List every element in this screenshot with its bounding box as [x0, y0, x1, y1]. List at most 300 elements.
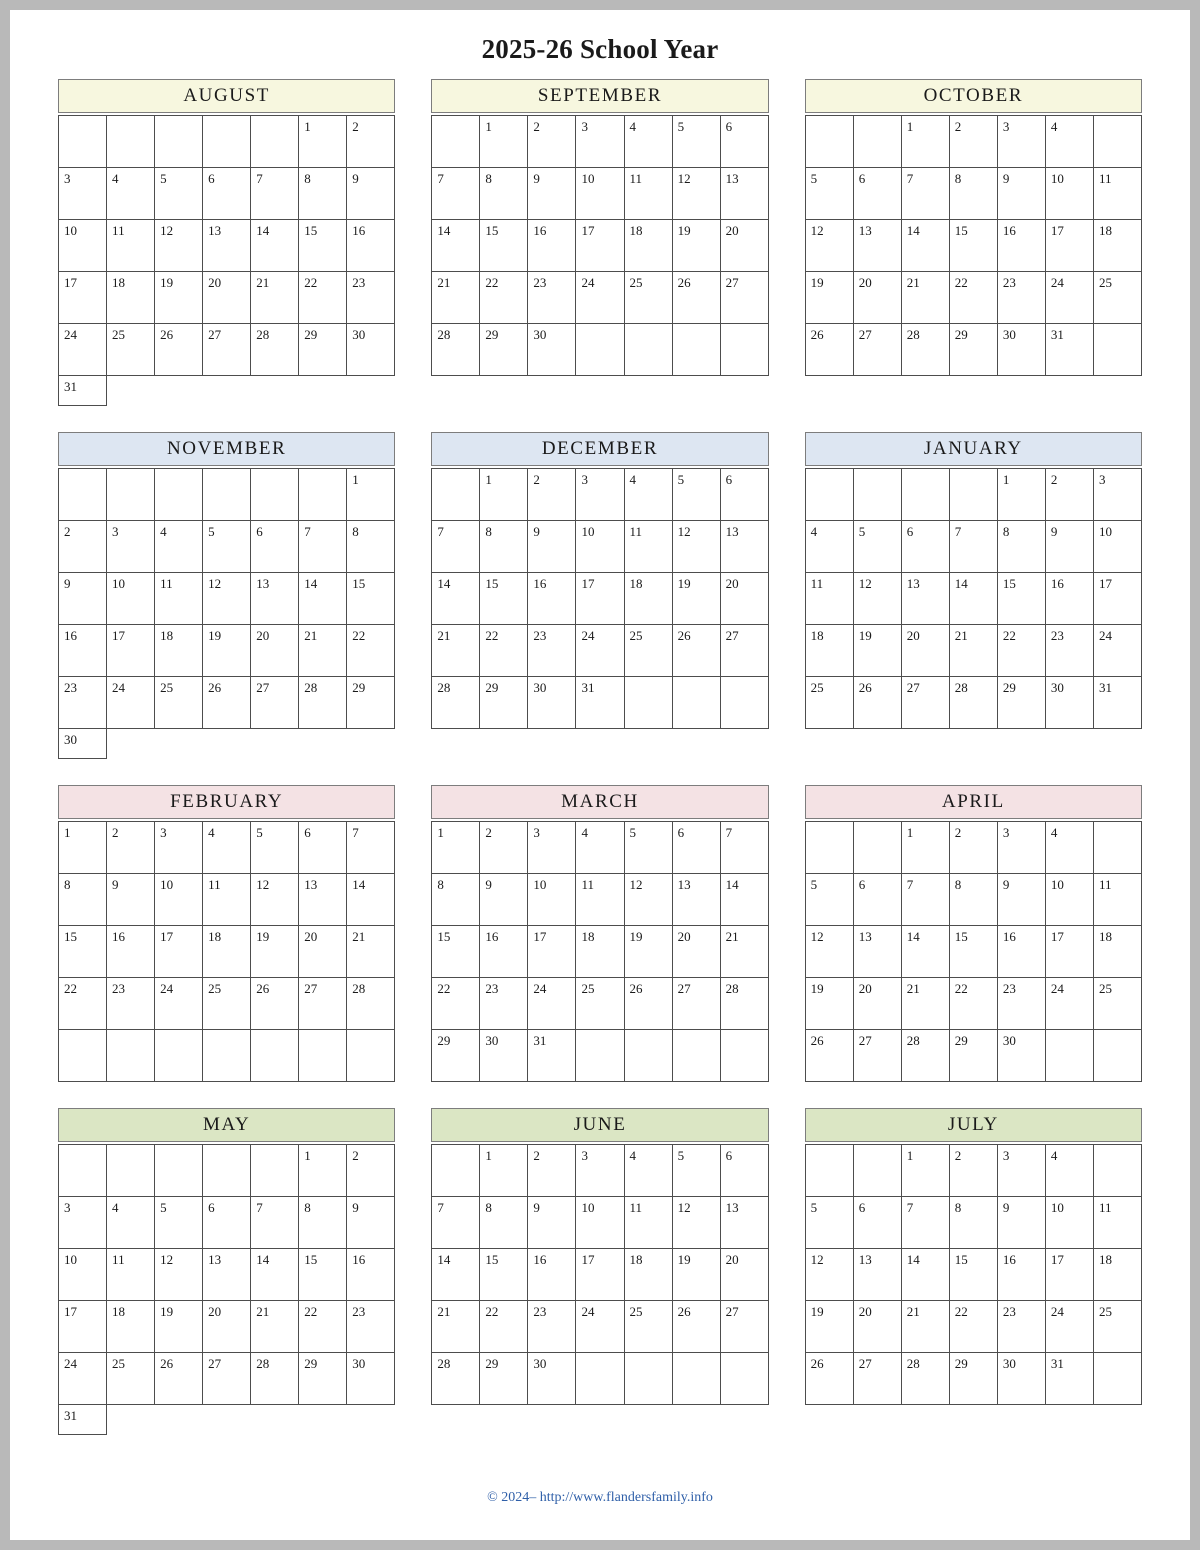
day-cell[interactable]: 28 — [251, 324, 299, 376]
day-cell[interactable]: 31 — [576, 677, 624, 729]
day-cell[interactable]: 15 — [299, 220, 347, 272]
day-cell[interactable]: 7 — [251, 1197, 299, 1249]
day-cell[interactable]: 28 — [432, 324, 480, 376]
day-cell[interactable]: 31 — [59, 376, 107, 406]
day-cell[interactable]: 6 — [720, 116, 768, 168]
day-cell[interactable]: 22 — [480, 625, 528, 677]
day-cell[interactable]: 20 — [853, 1301, 901, 1353]
day-cell[interactable]: 13 — [901, 573, 949, 625]
day-cell[interactable]: 18 — [107, 272, 155, 324]
day-cell[interactable]: 5 — [805, 874, 853, 926]
day-cell[interactable]: 24 — [1045, 1301, 1093, 1353]
day-cell[interactable]: 15 — [949, 926, 997, 978]
day-cell[interactable]: 9 — [107, 874, 155, 926]
day-cell[interactable]: 31 — [1045, 1353, 1093, 1405]
day-cell[interactable]: 7 — [720, 822, 768, 874]
day-cell[interactable]: 20 — [251, 625, 299, 677]
day-cell[interactable]: 30 — [1045, 677, 1093, 729]
day-cell[interactable]: 19 — [672, 220, 720, 272]
day-cell[interactable]: 29 — [997, 677, 1045, 729]
day-cell[interactable]: 29 — [480, 1353, 528, 1405]
day-cell[interactable]: 13 — [251, 573, 299, 625]
day-cell[interactable]: 6 — [203, 168, 251, 220]
day-cell[interactable]: 23 — [347, 1301, 395, 1353]
day-cell[interactable]: 16 — [528, 1249, 576, 1301]
day-cell[interactable]: 14 — [251, 1249, 299, 1301]
day-cell[interactable]: 6 — [672, 822, 720, 874]
day-cell[interactable]: 24 — [528, 978, 576, 1030]
day-cell[interactable]: 28 — [347, 978, 395, 1030]
day-cell[interactable]: 7 — [901, 168, 949, 220]
day-cell[interactable]: 12 — [251, 874, 299, 926]
day-cell[interactable]: 12 — [155, 1249, 203, 1301]
day-cell[interactable]: 16 — [528, 220, 576, 272]
day-cell[interactable]: 3 — [997, 822, 1045, 874]
day-cell[interactable]: 6 — [853, 1197, 901, 1249]
day-cell[interactable]: 2 — [59, 521, 107, 573]
day-cell[interactable]: 29 — [299, 324, 347, 376]
day-cell[interactable]: 27 — [720, 625, 768, 677]
day-cell[interactable]: 30 — [528, 324, 576, 376]
day-cell[interactable]: 7 — [432, 1197, 480, 1249]
day-cell[interactable]: 24 — [576, 272, 624, 324]
day-cell[interactable]: 13 — [203, 220, 251, 272]
day-cell[interactable]: 15 — [432, 926, 480, 978]
day-cell[interactable]: 18 — [107, 1301, 155, 1353]
day-cell[interactable]: 20 — [853, 978, 901, 1030]
day-cell[interactable]: 24 — [59, 324, 107, 376]
day-cell[interactable]: 5 — [251, 822, 299, 874]
day-cell[interactable]: 17 — [576, 1249, 624, 1301]
day-cell[interactable]: 21 — [901, 1301, 949, 1353]
day-cell[interactable]: 9 — [528, 521, 576, 573]
day-cell[interactable]: 9 — [997, 874, 1045, 926]
day-cell[interactable]: 19 — [155, 272, 203, 324]
day-cell[interactable]: 12 — [672, 1197, 720, 1249]
day-cell[interactable]: 28 — [949, 677, 997, 729]
day-cell[interactable]: 4 — [805, 521, 853, 573]
day-cell[interactable]: 4 — [1045, 822, 1093, 874]
day-cell[interactable]: 17 — [59, 1301, 107, 1353]
day-cell[interactable]: 13 — [720, 521, 768, 573]
day-cell[interactable]: 22 — [347, 625, 395, 677]
day-cell[interactable]: 22 — [299, 1301, 347, 1353]
day-cell[interactable]: 29 — [432, 1030, 480, 1082]
day-cell[interactable]: 29 — [480, 677, 528, 729]
day-cell[interactable]: 19 — [672, 1249, 720, 1301]
day-cell[interactable]: 20 — [203, 272, 251, 324]
day-cell[interactable]: 3 — [59, 1197, 107, 1249]
day-cell[interactable]: 25 — [624, 1301, 672, 1353]
day-cell[interactable]: 4 — [624, 116, 672, 168]
day-cell[interactable]: 3 — [1093, 469, 1141, 521]
day-cell[interactable]: 11 — [1093, 168, 1141, 220]
day-cell[interactable]: 8 — [59, 874, 107, 926]
day-cell[interactable]: 25 — [1093, 978, 1141, 1030]
day-cell[interactable]: 30 — [528, 1353, 576, 1405]
day-cell[interactable]: 7 — [251, 168, 299, 220]
day-cell[interactable]: 3 — [997, 116, 1045, 168]
day-cell[interactable]: 7 — [432, 168, 480, 220]
day-cell[interactable]: 25 — [155, 677, 203, 729]
day-cell[interactable]: 7 — [347, 822, 395, 874]
day-cell[interactable]: 16 — [59, 625, 107, 677]
day-cell[interactable]: 12 — [672, 168, 720, 220]
day-cell[interactable]: 19 — [853, 625, 901, 677]
day-cell[interactable]: 19 — [624, 926, 672, 978]
day-cell[interactable]: 5 — [672, 469, 720, 521]
day-cell[interactable]: 1 — [59, 822, 107, 874]
day-cell[interactable]: 8 — [299, 168, 347, 220]
day-cell[interactable]: 10 — [59, 1249, 107, 1301]
day-cell[interactable]: 8 — [949, 1197, 997, 1249]
day-cell[interactable]: 27 — [720, 272, 768, 324]
day-cell[interactable]: 17 — [576, 573, 624, 625]
day-cell[interactable]: 14 — [299, 573, 347, 625]
day-cell[interactable]: 21 — [299, 625, 347, 677]
day-cell[interactable]: 19 — [672, 573, 720, 625]
day-cell[interactable]: 20 — [720, 1249, 768, 1301]
day-cell[interactable]: 21 — [901, 272, 949, 324]
day-cell[interactable]: 26 — [853, 677, 901, 729]
day-cell[interactable]: 31 — [528, 1030, 576, 1082]
day-cell[interactable]: 7 — [901, 874, 949, 926]
day-cell[interactable]: 11 — [1093, 1197, 1141, 1249]
day-cell[interactable]: 20 — [901, 625, 949, 677]
day-cell[interactable]: 6 — [251, 521, 299, 573]
day-cell[interactable]: 21 — [432, 625, 480, 677]
day-cell[interactable]: 3 — [155, 822, 203, 874]
day-cell[interactable]: 5 — [672, 116, 720, 168]
day-cell[interactable]: 10 — [576, 168, 624, 220]
day-cell[interactable]: 20 — [203, 1301, 251, 1353]
day-cell[interactable]: 24 — [155, 978, 203, 1030]
day-cell[interactable]: 27 — [203, 1353, 251, 1405]
day-cell[interactable]: 23 — [528, 625, 576, 677]
day-cell[interactable]: 7 — [299, 521, 347, 573]
day-cell[interactable]: 18 — [624, 1249, 672, 1301]
day-cell[interactable]: 23 — [480, 978, 528, 1030]
day-cell[interactable]: 21 — [949, 625, 997, 677]
day-cell[interactable]: 11 — [624, 521, 672, 573]
day-cell[interactable]: 1 — [299, 1145, 347, 1197]
day-cell[interactable]: 30 — [347, 324, 395, 376]
day-cell[interactable]: 3 — [107, 521, 155, 573]
day-cell[interactable]: 2 — [528, 1145, 576, 1197]
day-cell[interactable]: 29 — [347, 677, 395, 729]
day-cell[interactable]: 2 — [528, 469, 576, 521]
day-cell[interactable]: 7 — [432, 521, 480, 573]
day-cell[interactable]: 4 — [624, 469, 672, 521]
day-cell[interactable]: 4 — [107, 1197, 155, 1249]
day-cell[interactable]: 1 — [901, 1145, 949, 1197]
day-cell[interactable]: 23 — [997, 978, 1045, 1030]
day-cell[interactable]: 1 — [432, 822, 480, 874]
day-cell[interactable]: 14 — [901, 1249, 949, 1301]
day-cell[interactable]: 11 — [203, 874, 251, 926]
day-cell[interactable]: 27 — [853, 1030, 901, 1082]
day-cell[interactable]: 11 — [624, 168, 672, 220]
day-cell[interactable]: 22 — [59, 978, 107, 1030]
day-cell[interactable]: 30 — [997, 324, 1045, 376]
day-cell[interactable]: 14 — [901, 926, 949, 978]
day-cell[interactable]: 18 — [1093, 1249, 1141, 1301]
day-cell[interactable]: 16 — [997, 220, 1045, 272]
day-cell[interactable]: 21 — [901, 978, 949, 1030]
day-cell[interactable]: 11 — [155, 573, 203, 625]
day-cell[interactable]: 23 — [997, 1301, 1045, 1353]
day-cell[interactable]: 30 — [480, 1030, 528, 1082]
day-cell[interactable]: 20 — [720, 220, 768, 272]
day-cell[interactable]: 1 — [299, 116, 347, 168]
day-cell[interactable]: 12 — [805, 1249, 853, 1301]
day-cell[interactable]: 29 — [480, 324, 528, 376]
day-cell[interactable]: 18 — [576, 926, 624, 978]
day-cell[interactable]: 9 — [59, 573, 107, 625]
day-cell[interactable]: 18 — [1093, 220, 1141, 272]
day-cell[interactable]: 8 — [480, 521, 528, 573]
day-cell[interactable]: 8 — [997, 521, 1045, 573]
day-cell[interactable]: 22 — [949, 978, 997, 1030]
day-cell[interactable]: 24 — [1093, 625, 1141, 677]
day-cell[interactable]: 1 — [901, 116, 949, 168]
day-cell[interactable]: 6 — [203, 1197, 251, 1249]
day-cell[interactable]: 3 — [528, 822, 576, 874]
day-cell[interactable]: 17 — [1045, 220, 1093, 272]
day-cell[interactable]: 11 — [576, 874, 624, 926]
day-cell[interactable]: 8 — [949, 168, 997, 220]
day-cell[interactable]: 1 — [480, 469, 528, 521]
day-cell[interactable]: 20 — [720, 573, 768, 625]
day-cell[interactable]: 4 — [624, 1145, 672, 1197]
day-cell[interactable]: 23 — [528, 272, 576, 324]
day-cell[interactable]: 14 — [347, 874, 395, 926]
day-cell[interactable]: 26 — [805, 1353, 853, 1405]
day-cell[interactable]: 18 — [805, 625, 853, 677]
day-cell[interactable]: 5 — [805, 1197, 853, 1249]
day-cell[interactable]: 25 — [805, 677, 853, 729]
day-cell[interactable]: 18 — [624, 220, 672, 272]
day-cell[interactable]: 9 — [528, 168, 576, 220]
day-cell[interactable]: 18 — [1093, 926, 1141, 978]
day-cell[interactable]: 10 — [1045, 1197, 1093, 1249]
day-cell[interactable]: 2 — [347, 116, 395, 168]
day-cell[interactable]: 16 — [997, 926, 1045, 978]
day-cell[interactable]: 10 — [1045, 874, 1093, 926]
day-cell[interactable]: 29 — [949, 324, 997, 376]
day-cell[interactable]: 5 — [672, 1145, 720, 1197]
day-cell[interactable]: 26 — [672, 625, 720, 677]
day-cell[interactable]: 1 — [347, 469, 395, 521]
day-cell[interactable]: 8 — [347, 521, 395, 573]
day-cell[interactable]: 6 — [720, 469, 768, 521]
day-cell[interactable]: 21 — [720, 926, 768, 978]
day-cell[interactable]: 17 — [1045, 926, 1093, 978]
day-cell[interactable]: 22 — [949, 1301, 997, 1353]
day-cell[interactable]: 19 — [805, 272, 853, 324]
day-cell[interactable]: 1 — [901, 822, 949, 874]
day-cell[interactable]: 18 — [203, 926, 251, 978]
day-cell[interactable]: 19 — [155, 1301, 203, 1353]
day-cell[interactable]: 27 — [720, 1301, 768, 1353]
day-cell[interactable]: 22 — [480, 272, 528, 324]
day-cell[interactable]: 25 — [107, 1353, 155, 1405]
day-cell[interactable]: 15 — [480, 220, 528, 272]
day-cell[interactable]: 15 — [480, 573, 528, 625]
day-cell[interactable]: 20 — [672, 926, 720, 978]
day-cell[interactable]: 27 — [203, 324, 251, 376]
day-cell[interactable]: 6 — [901, 521, 949, 573]
day-cell[interactable]: 29 — [299, 1353, 347, 1405]
day-cell[interactable]: 25 — [576, 978, 624, 1030]
day-cell[interactable]: 16 — [480, 926, 528, 978]
day-cell[interactable]: 14 — [432, 220, 480, 272]
day-cell[interactable]: 23 — [1045, 625, 1093, 677]
day-cell[interactable]: 28 — [432, 677, 480, 729]
day-cell[interactable]: 23 — [347, 272, 395, 324]
day-cell[interactable]: 24 — [1045, 272, 1093, 324]
day-cell[interactable]: 7 — [949, 521, 997, 573]
day-cell[interactable]: 1 — [480, 116, 528, 168]
day-cell[interactable]: 11 — [624, 1197, 672, 1249]
day-cell[interactable]: 12 — [805, 220, 853, 272]
day-cell[interactable]: 9 — [347, 1197, 395, 1249]
day-cell[interactable]: 8 — [480, 1197, 528, 1249]
day-cell[interactable]: 3 — [59, 168, 107, 220]
day-cell[interactable]: 30 — [997, 1030, 1045, 1082]
day-cell[interactable]: 13 — [299, 874, 347, 926]
day-cell[interactable]: 16 — [347, 1249, 395, 1301]
day-cell[interactable]: 30 — [347, 1353, 395, 1405]
day-cell[interactable]: 5 — [853, 521, 901, 573]
day-cell[interactable]: 25 — [203, 978, 251, 1030]
day-cell[interactable]: 13 — [853, 220, 901, 272]
day-cell[interactable]: 8 — [299, 1197, 347, 1249]
footer-link[interactable]: © 2024– http://www.flandersfamily.info — [487, 1490, 713, 1505]
day-cell[interactable]: 3 — [576, 469, 624, 521]
day-cell[interactable]: 5 — [155, 1197, 203, 1249]
day-cell[interactable]: 15 — [949, 220, 997, 272]
day-cell[interactable]: 6 — [853, 168, 901, 220]
day-cell[interactable]: 25 — [1093, 272, 1141, 324]
day-cell[interactable]: 3 — [997, 1145, 1045, 1197]
day-cell[interactable]: 6 — [853, 874, 901, 926]
day-cell[interactable]: 10 — [107, 573, 155, 625]
day-cell[interactable]: 2 — [949, 1145, 997, 1197]
day-cell[interactable]: 12 — [624, 874, 672, 926]
day-cell[interactable]: 11 — [107, 1249, 155, 1301]
day-cell[interactable]: 28 — [720, 978, 768, 1030]
day-cell[interactable]: 22 — [949, 272, 997, 324]
day-cell[interactable]: 4 — [1045, 116, 1093, 168]
day-cell[interactable]: 17 — [155, 926, 203, 978]
day-cell[interactable]: 12 — [672, 521, 720, 573]
day-cell[interactable]: 4 — [203, 822, 251, 874]
day-cell[interactable]: 12 — [203, 573, 251, 625]
day-cell[interactable]: 26 — [155, 324, 203, 376]
day-cell[interactable]: 10 — [1093, 521, 1141, 573]
day-cell[interactable]: 5 — [155, 168, 203, 220]
day-cell[interactable]: 13 — [853, 926, 901, 978]
day-cell[interactable]: 28 — [901, 324, 949, 376]
day-cell[interactable]: 20 — [853, 272, 901, 324]
day-cell[interactable]: 23 — [59, 677, 107, 729]
day-cell[interactable]: 2 — [107, 822, 155, 874]
day-cell[interactable]: 17 — [59, 272, 107, 324]
day-cell[interactable]: 17 — [107, 625, 155, 677]
day-cell[interactable]: 16 — [528, 573, 576, 625]
day-cell[interactable]: 27 — [853, 1353, 901, 1405]
day-cell[interactable]: 28 — [251, 1353, 299, 1405]
day-cell[interactable]: 13 — [720, 1197, 768, 1249]
day-cell[interactable]: 4 — [1045, 1145, 1093, 1197]
day-cell[interactable]: 15 — [299, 1249, 347, 1301]
day-cell[interactable]: 10 — [528, 874, 576, 926]
day-cell[interactable]: 31 — [1045, 324, 1093, 376]
day-cell[interactable]: 9 — [997, 168, 1045, 220]
day-cell[interactable]: 5 — [624, 822, 672, 874]
day-cell[interactable]: 27 — [251, 677, 299, 729]
day-cell[interactable]: 3 — [576, 116, 624, 168]
day-cell[interactable]: 13 — [672, 874, 720, 926]
day-cell[interactable]: 27 — [853, 324, 901, 376]
day-cell[interactable]: 17 — [576, 220, 624, 272]
day-cell[interactable]: 4 — [155, 521, 203, 573]
day-cell[interactable]: 9 — [480, 874, 528, 926]
day-cell[interactable]: 11 — [805, 573, 853, 625]
day-cell[interactable]: 11 — [107, 220, 155, 272]
day-cell[interactable]: 24 — [107, 677, 155, 729]
day-cell[interactable]: 26 — [672, 272, 720, 324]
day-cell[interactable]: 2 — [480, 822, 528, 874]
day-cell[interactable]: 25 — [107, 324, 155, 376]
day-cell[interactable]: 28 — [432, 1353, 480, 1405]
day-cell[interactable]: 16 — [997, 1249, 1045, 1301]
day-cell[interactable]: 9 — [997, 1197, 1045, 1249]
day-cell[interactable]: 16 — [107, 926, 155, 978]
day-cell[interactable]: 24 — [576, 1301, 624, 1353]
day-cell[interactable]: 5 — [805, 168, 853, 220]
day-cell[interactable]: 17 — [528, 926, 576, 978]
day-cell[interactable]: 24 — [59, 1353, 107, 1405]
day-cell[interactable]: 18 — [624, 573, 672, 625]
day-cell[interactable]: 23 — [528, 1301, 576, 1353]
day-cell[interactable]: 14 — [251, 220, 299, 272]
day-cell[interactable]: 14 — [949, 573, 997, 625]
day-cell[interactable]: 17 — [1093, 573, 1141, 625]
day-cell[interactable]: 20 — [299, 926, 347, 978]
day-cell[interactable]: 10 — [576, 1197, 624, 1249]
day-cell[interactable]: 27 — [672, 978, 720, 1030]
day-cell[interactable]: 27 — [901, 677, 949, 729]
day-cell[interactable]: 13 — [853, 1249, 901, 1301]
day-cell[interactable]: 21 — [432, 1301, 480, 1353]
day-cell[interactable]: 8 — [949, 874, 997, 926]
day-cell[interactable]: 12 — [853, 573, 901, 625]
day-cell[interactable]: 25 — [1093, 1301, 1141, 1353]
day-cell[interactable]: 31 — [59, 1405, 107, 1435]
day-cell[interactable]: 18 — [155, 625, 203, 677]
day-cell[interactable]: 5 — [203, 521, 251, 573]
day-cell[interactable]: 14 — [432, 1249, 480, 1301]
day-cell[interactable]: 10 — [576, 521, 624, 573]
day-cell[interactable]: 9 — [528, 1197, 576, 1249]
day-cell[interactable]: 26 — [805, 1030, 853, 1082]
day-cell[interactable]: 19 — [805, 978, 853, 1030]
day-cell[interactable]: 25 — [624, 272, 672, 324]
day-cell[interactable]: 9 — [347, 168, 395, 220]
day-cell[interactable]: 2 — [1045, 469, 1093, 521]
